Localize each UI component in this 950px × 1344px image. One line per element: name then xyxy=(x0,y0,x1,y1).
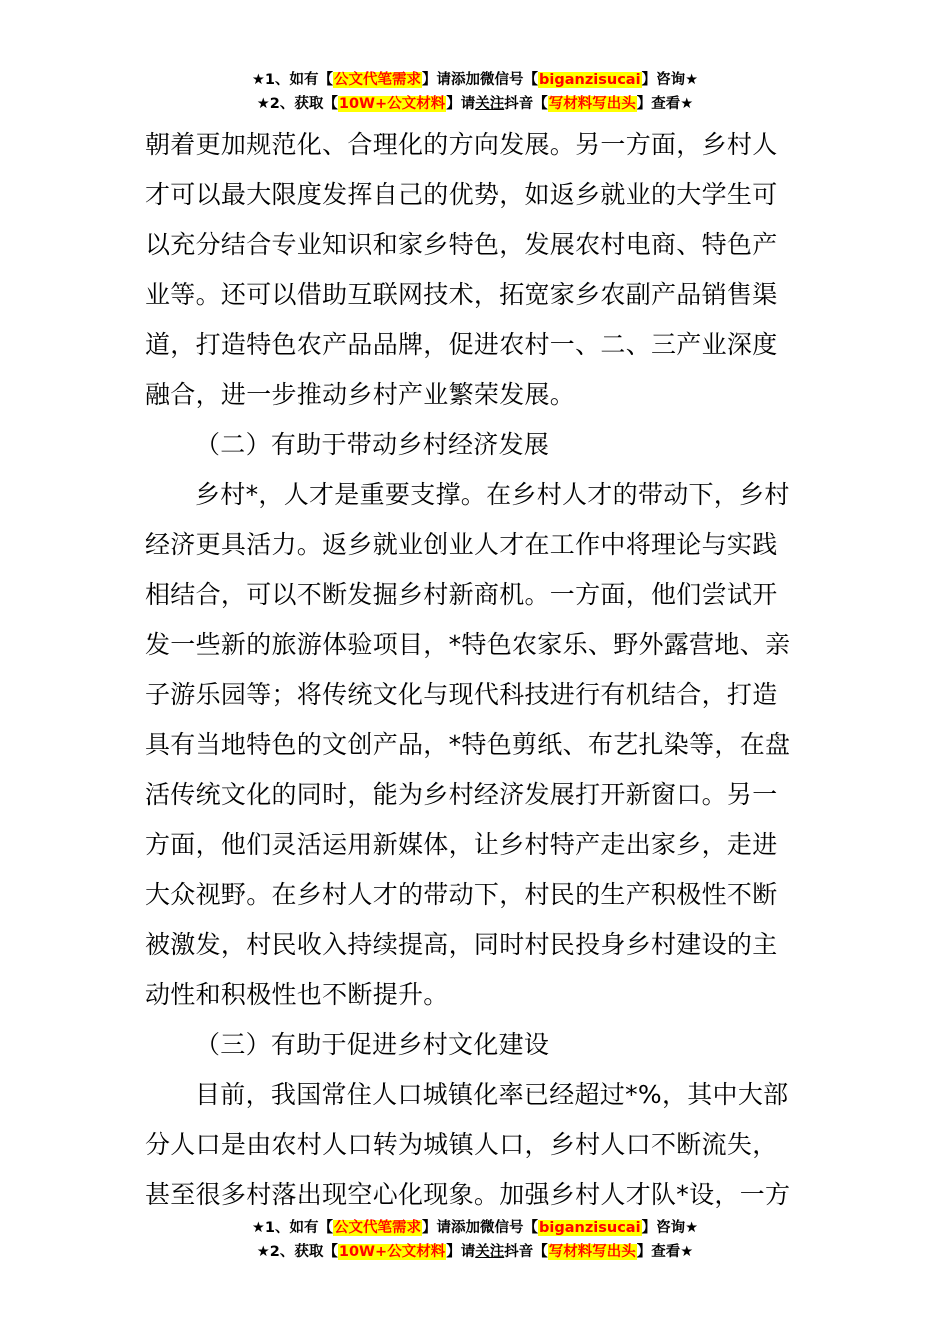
promo-text: ★1、如有【 xyxy=(251,1220,334,1236)
promo-text: 微信号【 xyxy=(480,1220,539,1236)
header-promo-banner xyxy=(0,68,950,116)
promo-text: 加 xyxy=(465,72,481,88)
promo-highlight: 公文代笔需求 xyxy=(334,72,422,88)
text-line: 目前，我国常住人口城镇化率已经超过*%，其中大部 xyxy=(195,1080,789,1109)
text-line: 道，打造特色农产品品牌，促进农村一、二、三产业深度 xyxy=(145,330,778,359)
promo-text: 】请添 xyxy=(422,72,466,88)
promo-text: 】请添 xyxy=(422,1220,466,1236)
promo-text: 】咨询★ xyxy=(641,1220,699,1236)
promo-highlight: 10W+公文材料 xyxy=(338,1244,446,1260)
text-line: 分人口是由农村人口转为城镇人口，乡村人口不断流失， xyxy=(145,1130,778,1159)
promo-text: ★1、如有【 xyxy=(251,72,334,88)
promo-wechat-id: biganzisucai xyxy=(539,72,641,88)
promo-text: 】查看★ xyxy=(636,96,694,112)
text-line: 活传统文化的同时，能为乡村经济发展打开新窗口。另一 xyxy=(145,780,778,809)
promo-text: 关注 xyxy=(475,1244,505,1260)
promo-wechat-id: biganzisucai xyxy=(539,1220,641,1236)
text-line: 业等。还可以借助互联网技术，拓宽家乡农副产品销售渠 xyxy=(145,280,778,309)
text-line: 经济更具活力。返乡就业创业人才在工作中将理论与实践 xyxy=(145,530,778,559)
promo-line-1 xyxy=(0,1216,950,1240)
text-line: 才可以最大限度发挥自己的优势，如返乡就业的大学生可 xyxy=(145,180,778,209)
text-line: 发一些新的旅游体验项目，*特色农家乐、野外露营地、亲 xyxy=(145,630,791,659)
section-heading: （三）有助于促进乡村文化建设 xyxy=(195,1030,550,1059)
promo-text: 关注 xyxy=(475,96,505,112)
promo-highlight: 写材料写出头 xyxy=(548,96,636,112)
promo-text: 】请 xyxy=(446,96,476,112)
text-line: 被激发，村民收入持续提高，同时村民投身乡村建设的主 xyxy=(145,930,778,959)
text-line: 大众视野。在乡村人才的带动下，村民的生产积极性不断 xyxy=(145,880,778,909)
text-line: 以充分结合专业知识和家乡特色，发展农村电商、特色产 xyxy=(145,230,778,259)
text-line: 甚至很多村落出现空心化现象。加强乡村人才队*设，一方 xyxy=(145,1180,791,1209)
text-line: 融合，进一步推动乡村产业繁荣发展。 xyxy=(145,380,576,409)
promo-text: 抖音【 xyxy=(504,1244,548,1260)
text-line: 方面，他们灵活运用新媒体，让乡村特产走出家乡，走进 xyxy=(145,830,778,859)
promo-text: 】咨询★ xyxy=(641,72,699,88)
promo-text: 】查看★ xyxy=(636,1244,694,1260)
promo-highlight: 写材料写出头 xyxy=(548,1244,636,1260)
promo-text: 】请 xyxy=(446,1244,476,1260)
promo-line-2 xyxy=(0,92,950,116)
text-line: 乡村*，人才是重要支撑。在乡村人才的带动下，乡村 xyxy=(195,480,790,509)
promo-text: ★2、获取【 xyxy=(256,96,338,112)
promo-highlight: 10W+公文材料 xyxy=(338,96,446,112)
promo-highlight: 公文代笔需求 xyxy=(334,1220,422,1236)
text-line: 子游乐园等；将传统文化与现代科技进行有机结合，打造 xyxy=(145,680,778,709)
promo-text: 加 xyxy=(465,1220,481,1236)
footer-promo-banner xyxy=(0,1216,950,1264)
text-line: 相结合，可以不断发掘乡村新商机。一方面，他们尝试开 xyxy=(145,580,778,609)
text-line: 具有当地特色的文创产品，*特色剪纸、布艺扎染等，在盘 xyxy=(145,730,791,759)
promo-line-2 xyxy=(0,1240,950,1264)
promo-text: 抖音【 xyxy=(504,96,548,112)
document-body xyxy=(145,120,805,1220)
promo-text: ★2、获取【 xyxy=(256,1244,338,1260)
text-line: 动性和积极性也不断提升。 xyxy=(145,980,449,1009)
promo-line-1 xyxy=(0,68,950,92)
text-line: 朝着更加规范化、合理化的方向发展。另一方面，乡村人 xyxy=(145,130,778,159)
promo-text: 微信号【 xyxy=(480,72,539,88)
section-heading: （二）有助于带动乡村经济发展 xyxy=(195,430,550,459)
